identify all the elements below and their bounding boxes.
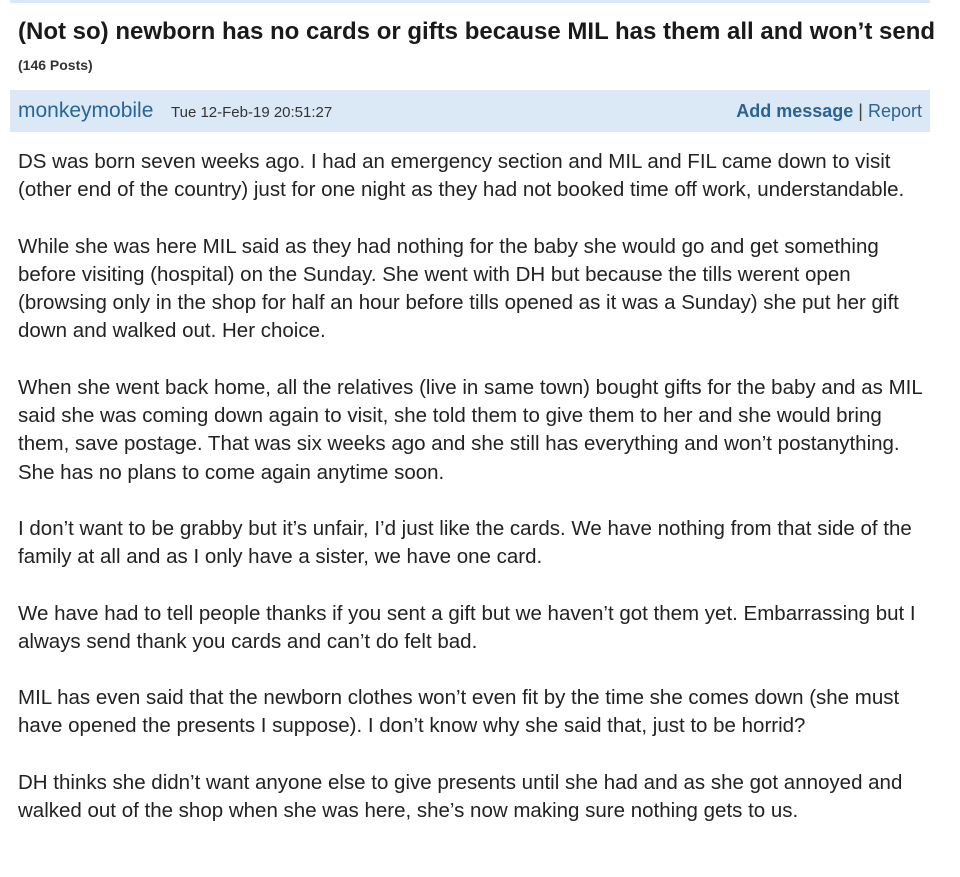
post-paragraph: We have had to tell people thanks if you sent a gift but we haven’t got them yet. Embarrassing but I always send thank you cards and can’t do felt bad. — [18, 601, 916, 653]
post-paragraph: MIL has even said that the newborn clothes won’t even fit by the time she comes down (she must have opened the presents I suppose). I don’t know why she said that, just to be horrid? — [18, 686, 900, 738]
report-link[interactable]: Report — [867, 101, 922, 121]
post-paragraph: While she was here MIL said as they had nothing for the baby she would go and get something before visiting (hospital) on the Sunday. She went with DH but because the tills werent open (browsing only in the shop for half an hour before tills opened as it was a Sunday) she put her gift down and walked out. Her choice. — [18, 234, 899, 343]
author-link[interactable]: monkeymobile — [18, 99, 154, 122]
post-paragraph: DH thinks she didn’t want anyone else to give presents until she had and as she got annoyed and walked out of the shop when she was here, she’s now making sure nothing gets to us. — [18, 770, 903, 823]
add-message-link[interactable]: Add message — [736, 101, 854, 121]
post-timestamp: Tue 12-Feb-19 20:51:27 — [171, 104, 333, 121]
post-paragraph: When she went back home, all the relatives (live in same town) bought gifts for the baby and as MIL said she was coming down again to visit, she told them to give them to her and she would bring them, save postage. That was six weeks ago and she still has everything and won’t postanything. She has no plans to come again anytime soon. — [18, 375, 922, 484]
post-body — [18, 148, 938, 853]
post-paragraph: I don’t want to be grabby but it’s unfair, I’d just like the cards. We have nothing from that side of the family at all and as I only have a sister, we have one card. — [18, 516, 912, 569]
top-divider-strip — [10, 0, 930, 3]
thread-title: (Not so) newborn has no cards or gifts because MIL has them all and won’t send — [18, 18, 936, 45]
actions-separator: | — [858, 101, 863, 121]
post-paragraph: DS was born seven weeks ago. I had an emergency section and MIL and FIL came down to visit (other end of the country) just for one night as they had not booked time off work, understandable. — [18, 150, 905, 202]
post-count: (146 Posts) — [18, 57, 93, 73]
post-actions — [736, 100, 922, 122]
post-header — [10, 90, 930, 132]
